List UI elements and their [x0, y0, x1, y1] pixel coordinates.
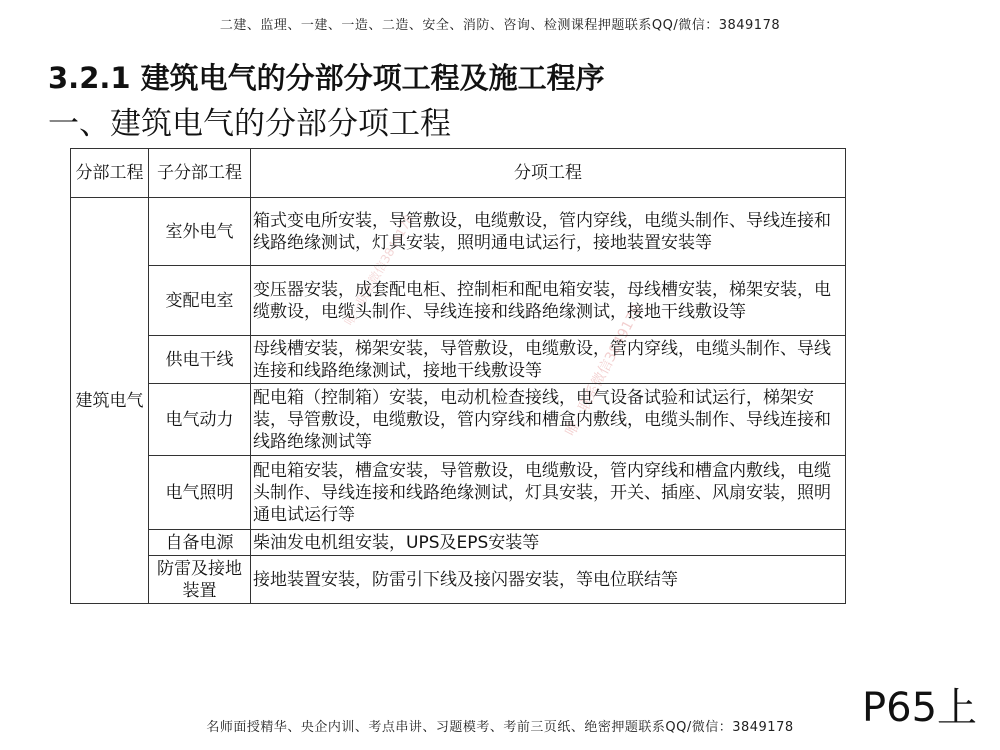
table-row: [71, 456, 846, 530]
subdivision-cell: 电气动力: [149, 384, 251, 456]
items-cell: 柴油发电机组安装，UPS及EPS安装等: [251, 530, 846, 556]
header-items: 分项工程: [251, 149, 846, 198]
table-row: [71, 384, 846, 456]
subdivision-cell: 室外电气: [149, 198, 251, 266]
header-contact-note: 二建、监理、一建、一造、二造、安全、消防、咨询、检测课程押题联系QQ/微信：3849178: [219, 18, 781, 33]
table-row: [71, 556, 846, 604]
subdivision-cell: 变配电室: [149, 266, 251, 336]
table-row: [71, 336, 846, 384]
table-header-row: [71, 149, 846, 198]
subdivision-cell: 电气照明: [149, 456, 251, 530]
table-row: [71, 198, 846, 266]
electrical-works-table: [70, 148, 846, 604]
section-title: 3.2.1 建筑电气的分部分项工程及施工程序: [48, 61, 605, 95]
subsection-title: 一、建筑电气的分部分项工程: [48, 106, 451, 142]
watermark-text: 唯一联系微信3849178: [341, 212, 417, 328]
items-cell: 配电箱安装，槽盒安装，导管敷设，电缆敷设，管内穿线和槽盒内敷线，电缆头制作、导线连接和线路绝缘测试，灯具安装，开关、插座、风扇安装，照明通电试运行等: [251, 456, 846, 530]
table-row: [71, 530, 846, 556]
subdivision-cell: 防雷及接地装置: [149, 556, 251, 604]
header-subdivision: 子分部工程: [149, 149, 251, 198]
watermark-text: 唯一联系微信3849178: [562, 302, 646, 439]
category-cell: 建筑电气: [71, 198, 149, 604]
header-division: 分部工程: [71, 149, 149, 198]
subdivision-cell: 供电干线: [149, 336, 251, 384]
subdivision-cell: 自备电源: [149, 530, 251, 556]
items-cell: 接地装置安装，防雷引下线及接闪器安装，等电位联结等: [251, 556, 846, 604]
page-number: P65上: [862, 685, 978, 731]
items-cell: 变压器安装，成套配电柜、控制柜和配电箱安装，母线槽安装，梯架安装，电缆敷设，电缆头制作、导线连接和线路绝缘测试，接地干线敷设等: [251, 266, 846, 336]
table-row: [71, 266, 846, 336]
footer-contact-note: 名师面授精华、央企内训、考点串讲、习题模考、考前三页纸、绝密押题联系QQ/微信：3849178: [206, 720, 794, 735]
items-cell: 母线槽安装，梯架安装，导管敷设，电缆敷设，管内穿线，电缆头制作、导线连接和线路绝缘测试，接地干线敷设等: [251, 336, 846, 384]
items-cell: 配电箱（控制箱）安装，电动机检查接线，电气设备试验和试运行，梯架安装，导管敷设，电缆敷设，管内穿线和槽盒内敷线，电缆头制作、导线连接和线路绝缘测试等: [251, 384, 846, 456]
items-cell: 箱式变电所安装，导管敷设，电缆敷设，管内穿线，电缆头制作、导线连接和线路绝缘测试，灯具安装，照明通电试运行，接地装置安装等: [251, 198, 846, 266]
